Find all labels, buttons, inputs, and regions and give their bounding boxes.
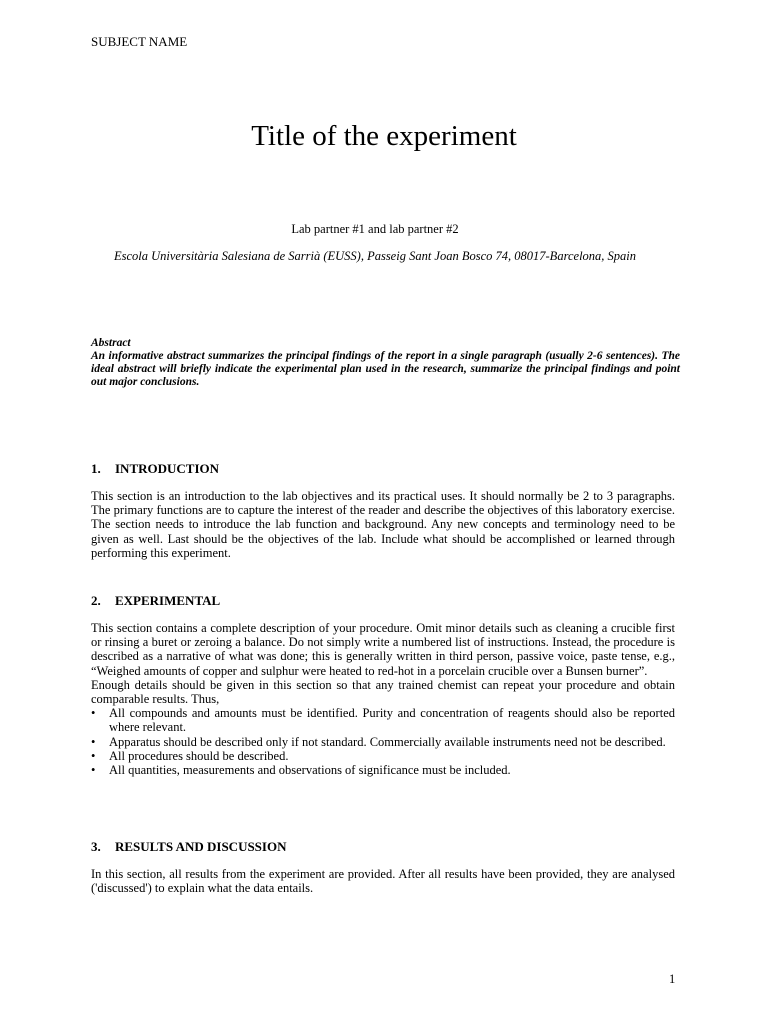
section-number: 2. [91, 593, 101, 608]
section-paragraph: In this section, all results from the experiment are provided. After all results have been provided, they are analysed ('discussed') to explain what the data entails. [91, 867, 675, 896]
bullet-icon: • [91, 706, 96, 721]
bullet-icon: • [91, 734, 96, 749]
running-header: SUBJECT NAME [91, 34, 188, 49]
bullet-icon: • [91, 748, 96, 763]
section-title: INTRODUCTION [115, 461, 220, 476]
section-introduction [91, 461, 675, 560]
section-paragraph: Enough details should be given in this section so that any trained chemist can repeat your procedure and obtain comparable results. Thus, [91, 677, 675, 707]
list-item [91, 735, 675, 749]
section-heading [91, 593, 675, 609]
bullet-list [91, 706, 675, 777]
list-item [91, 706, 675, 734]
authors-line: Lab partner #1 and lab partner #2 [291, 222, 459, 236]
section-heading [91, 839, 675, 855]
list-item-text: Apparatus should be described only if not standard. Commercially available instruments need not be described. [109, 734, 666, 749]
section-title: RESULTS AND DISCUSSION [115, 839, 287, 854]
section-experimental [91, 593, 675, 777]
abstract-body: An informative abstract summarizes the principal findings of the report in a single paragraph (usually 2-6 sentences). The ideal abstract will briefly indicate the experimental plan used in the research, summarize the principal findings and point out major conclusions. [91, 350, 680, 388]
list-item [91, 763, 675, 777]
abstract-heading: Abstract [91, 337, 131, 349]
section-number: 3. [91, 839, 101, 854]
affiliation-line: Escola Universitària Salesiana de Sarrià (EUSS), Passeig Sant Joan Bosco 74, 08017-Barcelona, Spain [113, 249, 637, 263]
abstract-block [91, 337, 680, 389]
section-paragraph: This section contains a complete description of your procedure. Omit minor details such as cleaning a crucible first or rinsing a buret or zeroing a balance. Do not simply write a numbered list of instructions. Instead, the procedure is described as a narrative of what was done; this is generally written in third person, passive voice, paste tense, e.g., “Weighed amounts of copper and sulphur were heated to red-hot in a porcelain crucible over a Bunsen burner”. [91, 621, 675, 678]
list-item-text: All procedures should be described. [109, 748, 289, 763]
page-number: 1 [669, 972, 676, 986]
section-number: 1. [91, 461, 101, 476]
section-heading [91, 461, 675, 477]
list-item-text: All compounds and amounts must be identified. Purity and concentration of reagents should also be reported where relevant. [109, 706, 675, 735]
document-title: Title of the experiment [251, 120, 517, 152]
bullet-icon: • [91, 763, 96, 778]
section-results-discussion [91, 839, 675, 895]
section-paragraph: This section is an introduction to the lab objectives and its practical uses. It should normally be 2 to 3 paragraphs. The primary functions are to capture the interest of the reader and describe the objectives of this laboratory exercise. The section needs to introduce the lab function and background. Any new concepts and terminology need to be given as well. Last should be the objectives of the lab. Include what should be accomplished or learned through performing this experiment. [91, 489, 675, 560]
list-item-text: All quantities, measurements and observations of significance must be included. [109, 763, 511, 778]
list-item [91, 749, 675, 763]
section-title: EXPERIMENTAL [115, 593, 221, 608]
